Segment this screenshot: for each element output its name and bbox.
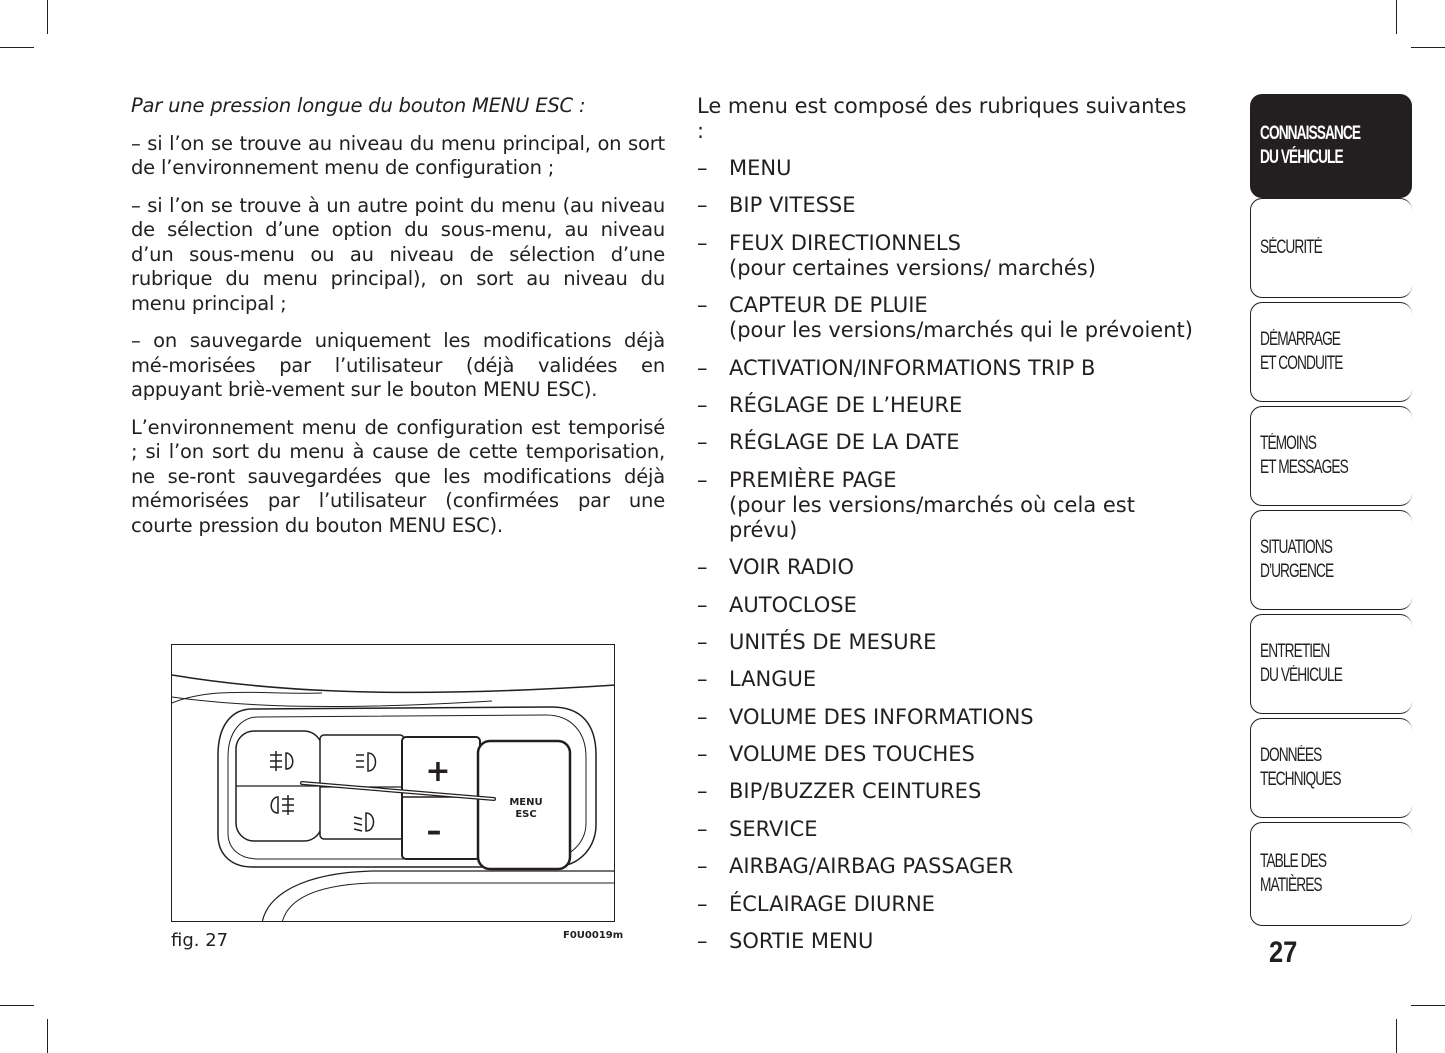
list-dash: – <box>697 667 708 692</box>
tab-situations-d-urgence[interactable] <box>1250 510 1412 610</box>
menu-item-label: CAPTEUR DE PLUIE <box>729 293 928 318</box>
menu-list-item <box>697 817 1197 842</box>
crop-mark <box>1396 1019 1397 1053</box>
list-dash: – <box>697 293 708 318</box>
tab-label: DONNÉES TECHNIQUES <box>1260 745 1341 790</box>
menu-item-label: RÉGLAGE DE LA DATE <box>729 430 960 455</box>
crop-mark <box>0 47 34 48</box>
menu-item-note: (pour les versions/marchés où cela est prévu) <box>729 492 1135 542</box>
menu-list-item <box>697 779 1197 804</box>
menu-items-list <box>697 156 1197 954</box>
list-dash: – <box>697 816 708 841</box>
crop-mark <box>47 1019 48 1053</box>
tab-entretien-du-vehicule[interactable] <box>1250 614 1412 714</box>
list-dash: – <box>697 854 708 879</box>
long-press-heading: Par une pression longue du bouton MENU ESC : <box>131 94 586 117</box>
menu-list-item <box>697 929 1197 954</box>
menu-list-item <box>697 742 1197 767</box>
menu-list-item <box>697 393 1197 418</box>
menu-item-note: (pour certaines versions/ marchés) <box>729 255 1096 280</box>
menu-item-label: MENU <box>729 156 792 180</box>
list-dash: – <box>697 592 708 617</box>
menu-item-label: SERVICE <box>729 816 818 841</box>
paragraph: – si l’on se trouve à un autre point du menu (au niveau de sélection d’une option du sous-menu, au niveau d’un sous-menu ou au niveau de sélection d’une rubrique du menu principal), on sort au niveau du menu principal ; <box>131 193 665 315</box>
right-column <box>697 94 1197 966</box>
list-dash: – <box>697 392 708 417</box>
crop-mark <box>1396 0 1397 34</box>
menu-list-item <box>697 892 1197 917</box>
paragraph: – si l’on se trouve au niveau du menu principal, on sort de l’environnement menu de configuration ; <box>131 131 665 179</box>
menu-esc-label: ESC <box>515 809 537 820</box>
tab-table-des-matieres[interactable] <box>1250 822 1412 926</box>
steering-wheel-control-illustration <box>172 645 615 922</box>
menu-list-item <box>697 854 1197 879</box>
menu-list-item <box>697 231 1197 281</box>
menu-list-item <box>697 593 1197 618</box>
menu-item-label: VOLUME DES INFORMATIONS <box>729 704 1034 729</box>
list-dash: – <box>697 156 708 180</box>
menu-item-label: SORTIE MENU <box>729 929 874 954</box>
menu-item-label: RÉGLAGE DE L’HEURE <box>729 392 963 417</box>
menu-list-item <box>697 705 1197 730</box>
tab-label: SITUATIONS D’URGENCE <box>1260 537 1334 582</box>
figure-27 <box>171 644 615 922</box>
tab-label: DÉMARRAGE ET CONDUITE <box>1260 329 1343 374</box>
menu-item-label: AUTOCLOSE <box>729 592 857 617</box>
tab-label: CONNAISSANCE DU VÉHICULE <box>1260 123 1361 168</box>
crop-mark <box>1411 47 1445 48</box>
menu-list-item <box>697 356 1197 381</box>
tab-temoins-et-messages[interactable] <box>1250 406 1412 506</box>
menu-list-item <box>697 468 1197 543</box>
list-dash: – <box>697 704 708 729</box>
list-dash: – <box>697 555 708 580</box>
menu-list-item <box>697 667 1197 692</box>
tab-label: ENTRETIEN DU VÉHICULE <box>1260 641 1342 686</box>
menu-item-label: FEUX DIRECTIONNELS <box>729 230 961 255</box>
list-dash: – <box>697 467 708 492</box>
crop-mark <box>47 0 48 34</box>
menu-item-label: VOIR RADIO <box>729 555 854 580</box>
list-dash: – <box>697 891 708 916</box>
menu-list-item <box>697 293 1197 343</box>
crop-mark <box>1411 1005 1445 1006</box>
tab-demarrage-et-conduite[interactable] <box>1250 302 1412 402</box>
menu-item-note: (pour les versions/marchés qui le prévoient) <box>729 318 1193 343</box>
menu-item-label: BIP VITESSE <box>729 193 856 218</box>
paragraph: – on sauvegarde uniquement les modifications déjà mé-morisées par l’utilisateur (déjà validées en appuyant briè-vement sur le bouton MENU ESC). <box>131 329 665 401</box>
list-dash: – <box>697 230 708 255</box>
list-dash: – <box>697 629 708 654</box>
menu-item-label: UNITÉS DE MESURE <box>729 629 937 654</box>
tab-label: SÉCURITÉ <box>1260 237 1322 258</box>
tab-donnees-techniques[interactable] <box>1250 718 1412 818</box>
tab-label: TABLE DES MATIÈRES <box>1260 851 1327 896</box>
list-dash: – <box>697 929 708 954</box>
menu-list-item <box>697 555 1197 580</box>
menu-esc-label: MENU <box>509 797 543 808</box>
menu-item-label: LANGUE <box>729 667 817 692</box>
menu-item-label: ACTIVATION/INFORMATIONS TRIP B <box>729 355 1096 380</box>
menu-list-item <box>697 156 1197 181</box>
crop-mark <box>0 1005 34 1006</box>
list-dash: – <box>697 193 708 218</box>
tab-connaissance-du-vehicule[interactable] <box>1250 94 1412 198</box>
figure-caption: fig. 27 <box>171 930 229 951</box>
page-number: 27 <box>1269 936 1298 969</box>
left-column <box>131 94 665 551</box>
tab-securite[interactable] <box>1250 198 1412 298</box>
menu-list-item <box>697 630 1197 655</box>
menu-item-label: AIRBAG/AIRBAG PASSAGER <box>729 854 1014 879</box>
menu-intro: Le menu est composé des rubriques suivantes : <box>697 94 1187 143</box>
list-dash: – <box>697 742 708 767</box>
figure-code: F0U0019m <box>563 930 624 941</box>
plus-button-glyph: + <box>425 754 451 789</box>
list-dash: – <box>697 430 708 455</box>
menu-list-item <box>697 193 1197 218</box>
menu-item-label: BIP/BUZZER CEINTURES <box>729 779 982 804</box>
menu-item-label: ÉCLAIRAGE DIURNE <box>729 891 935 916</box>
menu-list-item <box>697 430 1197 455</box>
list-dash: – <box>697 779 708 804</box>
minus-button-glyph: – <box>426 814 442 849</box>
paragraph: L’environnement menu de configuration est temporisé ; si l’on sort du menu à cause de cette temporisation, ne se-ront sauvegardées que les modifications déjà mémorisées par l’utilisateur (confirmées par une courte pression du bouton MENU ESC). <box>131 415 665 537</box>
tab-label: TÉMOINS ET MESSAGES <box>1260 433 1348 478</box>
menu-item-label: VOLUME DES TOUCHES <box>729 742 975 767</box>
menu-item-label: PREMIÈRE PAGE <box>729 467 897 492</box>
list-dash: – <box>697 355 708 380</box>
